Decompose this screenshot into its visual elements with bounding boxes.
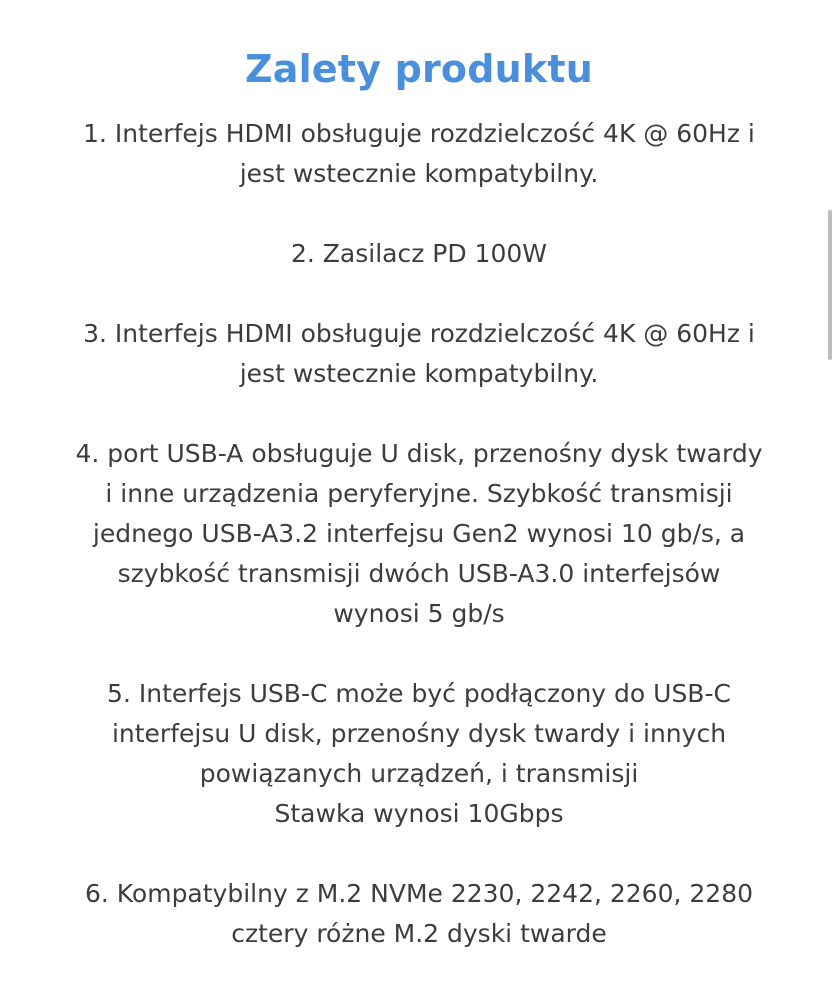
benefit-6-line-2: cztery różne M.2 dyski twarde (231, 919, 607, 948)
benefit-5-line-4: Stawka wynosi 10Gbps (274, 799, 564, 828)
benefit-4-line-5: wynosi 5 gb/s (333, 599, 505, 628)
benefit-4-line-4: szybkość transmisji dwóch USB-A3.0 interfejsów (117, 559, 721, 588)
benefit-item-4 (24, 434, 814, 634)
benefit-6-line-1: 6. Kompatybilny z M.2 NVMe 2230, 2242, 2260, 2280 (84, 879, 754, 908)
benefit-1-line-2: jest wstecznie kompatybilny. (239, 159, 599, 188)
benefit-item-3 (24, 314, 814, 394)
benefit-4-line-3: jednego USB-A3.2 interfejsu Gen2 wynosi 10 gb/s, a (92, 519, 746, 548)
vertical-scrollbar[interactable] (828, 210, 832, 360)
benefit-5-line-3: powiązanych urządzeń, i transmisji (199, 759, 639, 788)
benefit-2-line-1: 2. Zasilacz PD 100W (290, 239, 547, 268)
benefits-list (0, 114, 838, 994)
benefit-item-1 (24, 114, 814, 194)
benefit-5-line-2: interfejsu U disk, przenośny dysk twardy i innych (111, 719, 727, 748)
benefit-4-line-1: 4. port USB-A obsługuje U disk, przenośny dysk twardy (75, 439, 763, 468)
benefit-5-line-1: 5. Interfejs USB-C może być podłączony do USB-C (107, 679, 731, 708)
benefit-3-line-1: 3. Interfejs HDMI obsługuje rozdzielczość 4K @ 60Hz i (83, 319, 755, 348)
benefit-item-6 (24, 874, 814, 954)
benefit-3-line-2: jest wstecznie kompatybilny. (239, 359, 599, 388)
page-title: Zalety produktu (245, 47, 593, 92)
benefit-item-5 (24, 674, 814, 834)
benefit-4-line-2: i inne urządzenia peryferyjne. Szybkość transmisji (105, 479, 733, 508)
benefit-item-2 (24, 234, 814, 274)
benefit-1-line-1: 1. Interfejs HDMI obsługuje rozdzielczość 4K @ 60Hz i (83, 119, 755, 148)
